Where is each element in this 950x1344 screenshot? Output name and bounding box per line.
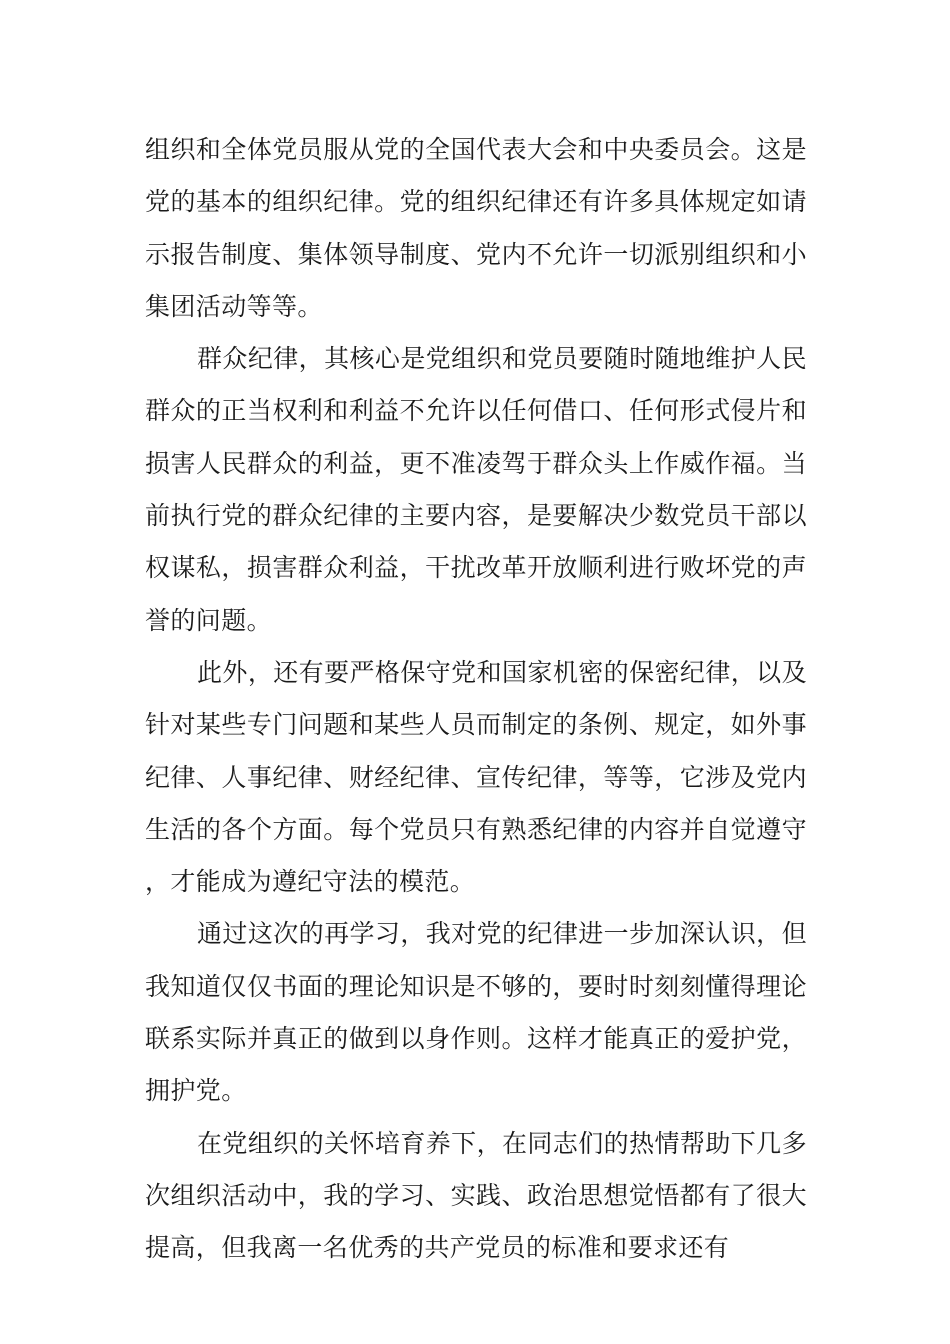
document-body	[145, 124, 807, 1275]
paragraph-study-reflection: 通过这次的再学习，我对党的纪律进一步加深认识，但我知道仅仅书面的理论知识是不够的，要时时刻刻懂得理论联系实际并真正的做到以身作则。这样才能真正的爱护党，拥护党。	[145, 919, 807, 1106]
paragraph-growth-under-party: 在党组织的关怀培育养下，在同志们的热情帮助下几多次组织活动中，我的学习、实践、政治思想觉悟都有了很大提高，但我离一名优秀的共产党员的标准和要求还有	[145, 1128, 807, 1263]
paragraph-organization-discipline: 组织和全体党员服从党的全国代表大会和中央委员会。这是党的基本的组织纪律。党的组织纪律还有许多具体规定如请示报告制度、集体领导制度、党内不允许一切派别组织和小集团活动等等。	[145, 135, 807, 321]
paragraph-other-disciplines: 此外，还有要严格保守党和国家机密的保密纪律，以及针对某些专门问题和某些人员而制定的条例、规定，如外事纪律、人事纪律、财经纪律、宣传纪律，等等，它涉及党内生活的各个方面。每个党员只有熟悉纪律的内容并自觉遵守，才能成为遵纪守法的模范。	[145, 657, 807, 897]
paragraph-mass-discipline: 群众纪律，其核心是党组织和党员要随时随地维护人民群众的正当权利和利益不允许以任何借口、任何形式侵片和损害人民群众的利益，更不准凌驾于群众头上作威作福。当前执行党的群众纪律的主要内容，是要解决少数党员干部以权谋私，损害群众利益，干扰改革开放顺利进行败坏党的声誉的问题。	[145, 344, 807, 635]
